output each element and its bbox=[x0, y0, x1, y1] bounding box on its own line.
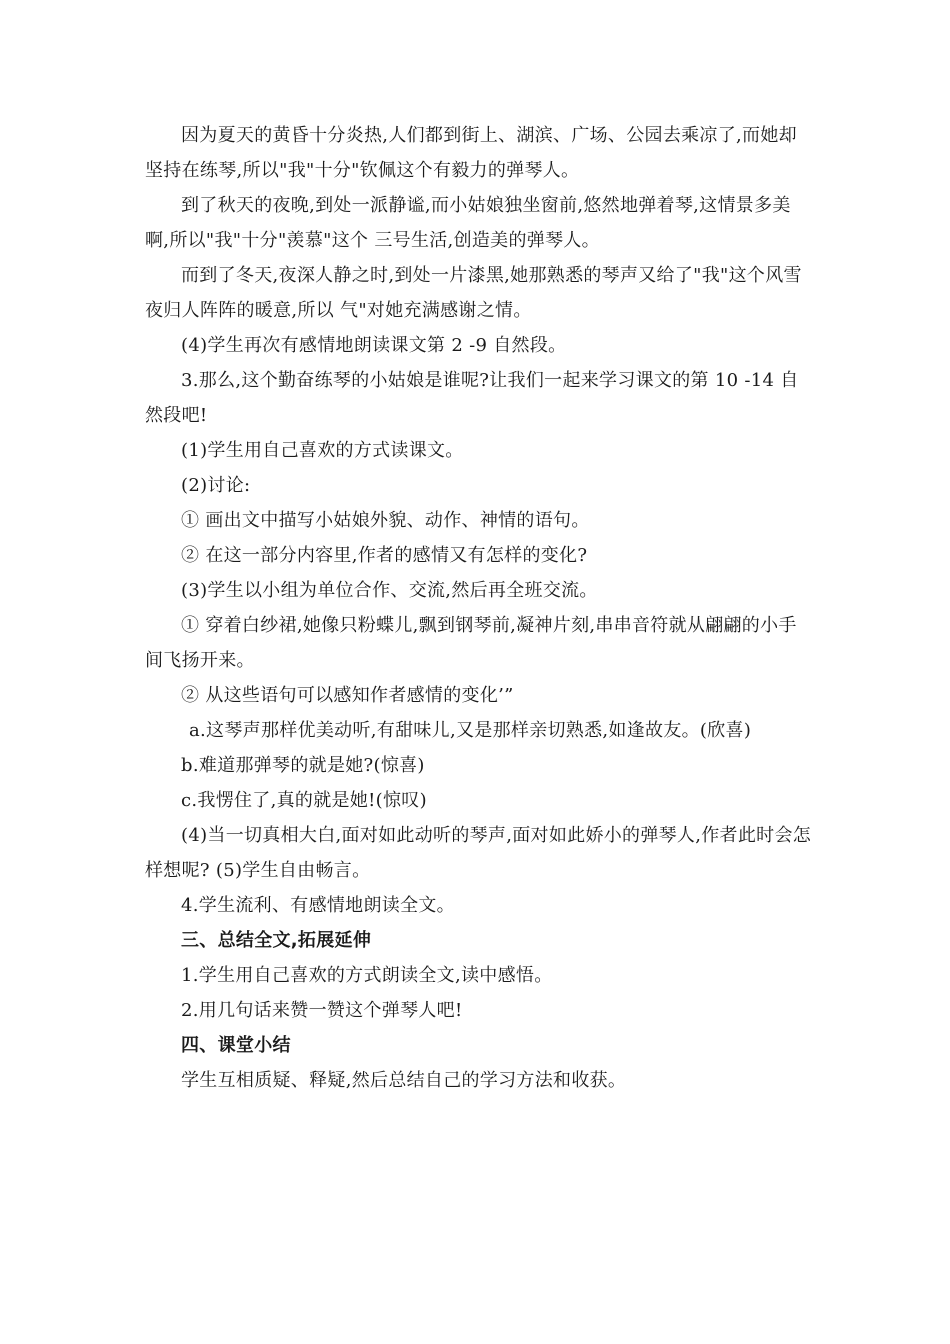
paragraph-sub-2: (2)讨论: bbox=[181, 475, 251, 496]
paragraph-discussion-1: ① 画出文中描写小姑娘外貌、动作、神情的语句。 bbox=[181, 510, 590, 531]
paragraph-item-b: b.难道那弹琴的就是她?(惊喜) bbox=[181, 755, 425, 776]
paragraph-item-c: c.我愣住了,真的就是她!(惊叹) bbox=[181, 790, 427, 811]
paragraph-winter: 而到了冬天,夜深人静之时,到处一片漆黑,她那熟悉的琴声又给了"我"这个风雪夜归人阵阵的暖意,所以 气"对她充满感谢之情。 bbox=[145, 265, 802, 321]
paragraph-answer-1: ① 穿着白纱裙,她像只粉蝶儿,飘到钢琴前,凝神片刻,串串音符就从翩翩的小手间飞扬开来。 bbox=[145, 615, 797, 671]
paragraph-step-4-read: 4.学生流利、有感情地朗读全文。 bbox=[181, 895, 455, 916]
paragraph-autumn: 到了秋天的夜晚,到处一派静谧,而小姑娘独坐窗前,悠然地弹着琴,这情景多美啊,所以"我"十分"羡慕"这个 三号生活,创造美的弹琴人。 bbox=[145, 195, 791, 251]
paragraph-step-3: 3.那么,这个勤奋练琴的小姑娘是谁呢?让我们一起来学习课文的第 10 -14 自然段吧! bbox=[145, 370, 799, 426]
section4-item-1: 学生互相质疑、释疑,然后总结自己的学习方法和收获。 bbox=[181, 1070, 627, 1091]
paragraph-discussion-2: ② 在这一部分内容里,作者的感情又有怎样的变化? bbox=[181, 545, 588, 566]
paragraph-sub-4: (4)当一切真相大白,面对如此动听的琴声,面对如此娇小的弹琴人,作者此时会怎样想呢? (5)学生自由畅言。 bbox=[145, 825, 812, 881]
section-heading-3: 三、总结全文,拓展延伸 bbox=[181, 930, 372, 951]
section3-item-1: 1.学生用自己喜欢的方式朗读全文,读中感悟。 bbox=[181, 965, 553, 986]
section-heading-4: 四、课堂小结 bbox=[181, 1035, 291, 1056]
paragraph-answer-2: ② 从这些语句可以感知作者感情的变化’” bbox=[181, 685, 514, 706]
paragraph-summer: 因为夏天的黄昏十分炎热,人们都到街上、湖滨、广场、公园去乘凉了,而她却坚持在练琴,所以"我"十分"钦佩这个有毅力的弹琴人。 bbox=[145, 125, 797, 181]
paragraph-sub-3: (3)学生以小组为单位合作、交流,然后再全班交流。 bbox=[181, 580, 598, 601]
paragraph-sub-1: (1)学生用自己喜欢的方式读课文。 bbox=[181, 440, 464, 461]
document-body bbox=[145, 118, 813, 1098]
paragraph-step-4: (4)学生再次有感情地朗读课文第 2 -9 自然段。 bbox=[181, 335, 567, 356]
paragraph-item-a: a.这琴声那样优美动听,有甜味儿,又是那样亲切熟悉,如逢故友。(欣喜) bbox=[189, 720, 752, 741]
section3-item-2: 2.用几句话来赞一赞这个弹琴人吧! bbox=[181, 1000, 463, 1021]
